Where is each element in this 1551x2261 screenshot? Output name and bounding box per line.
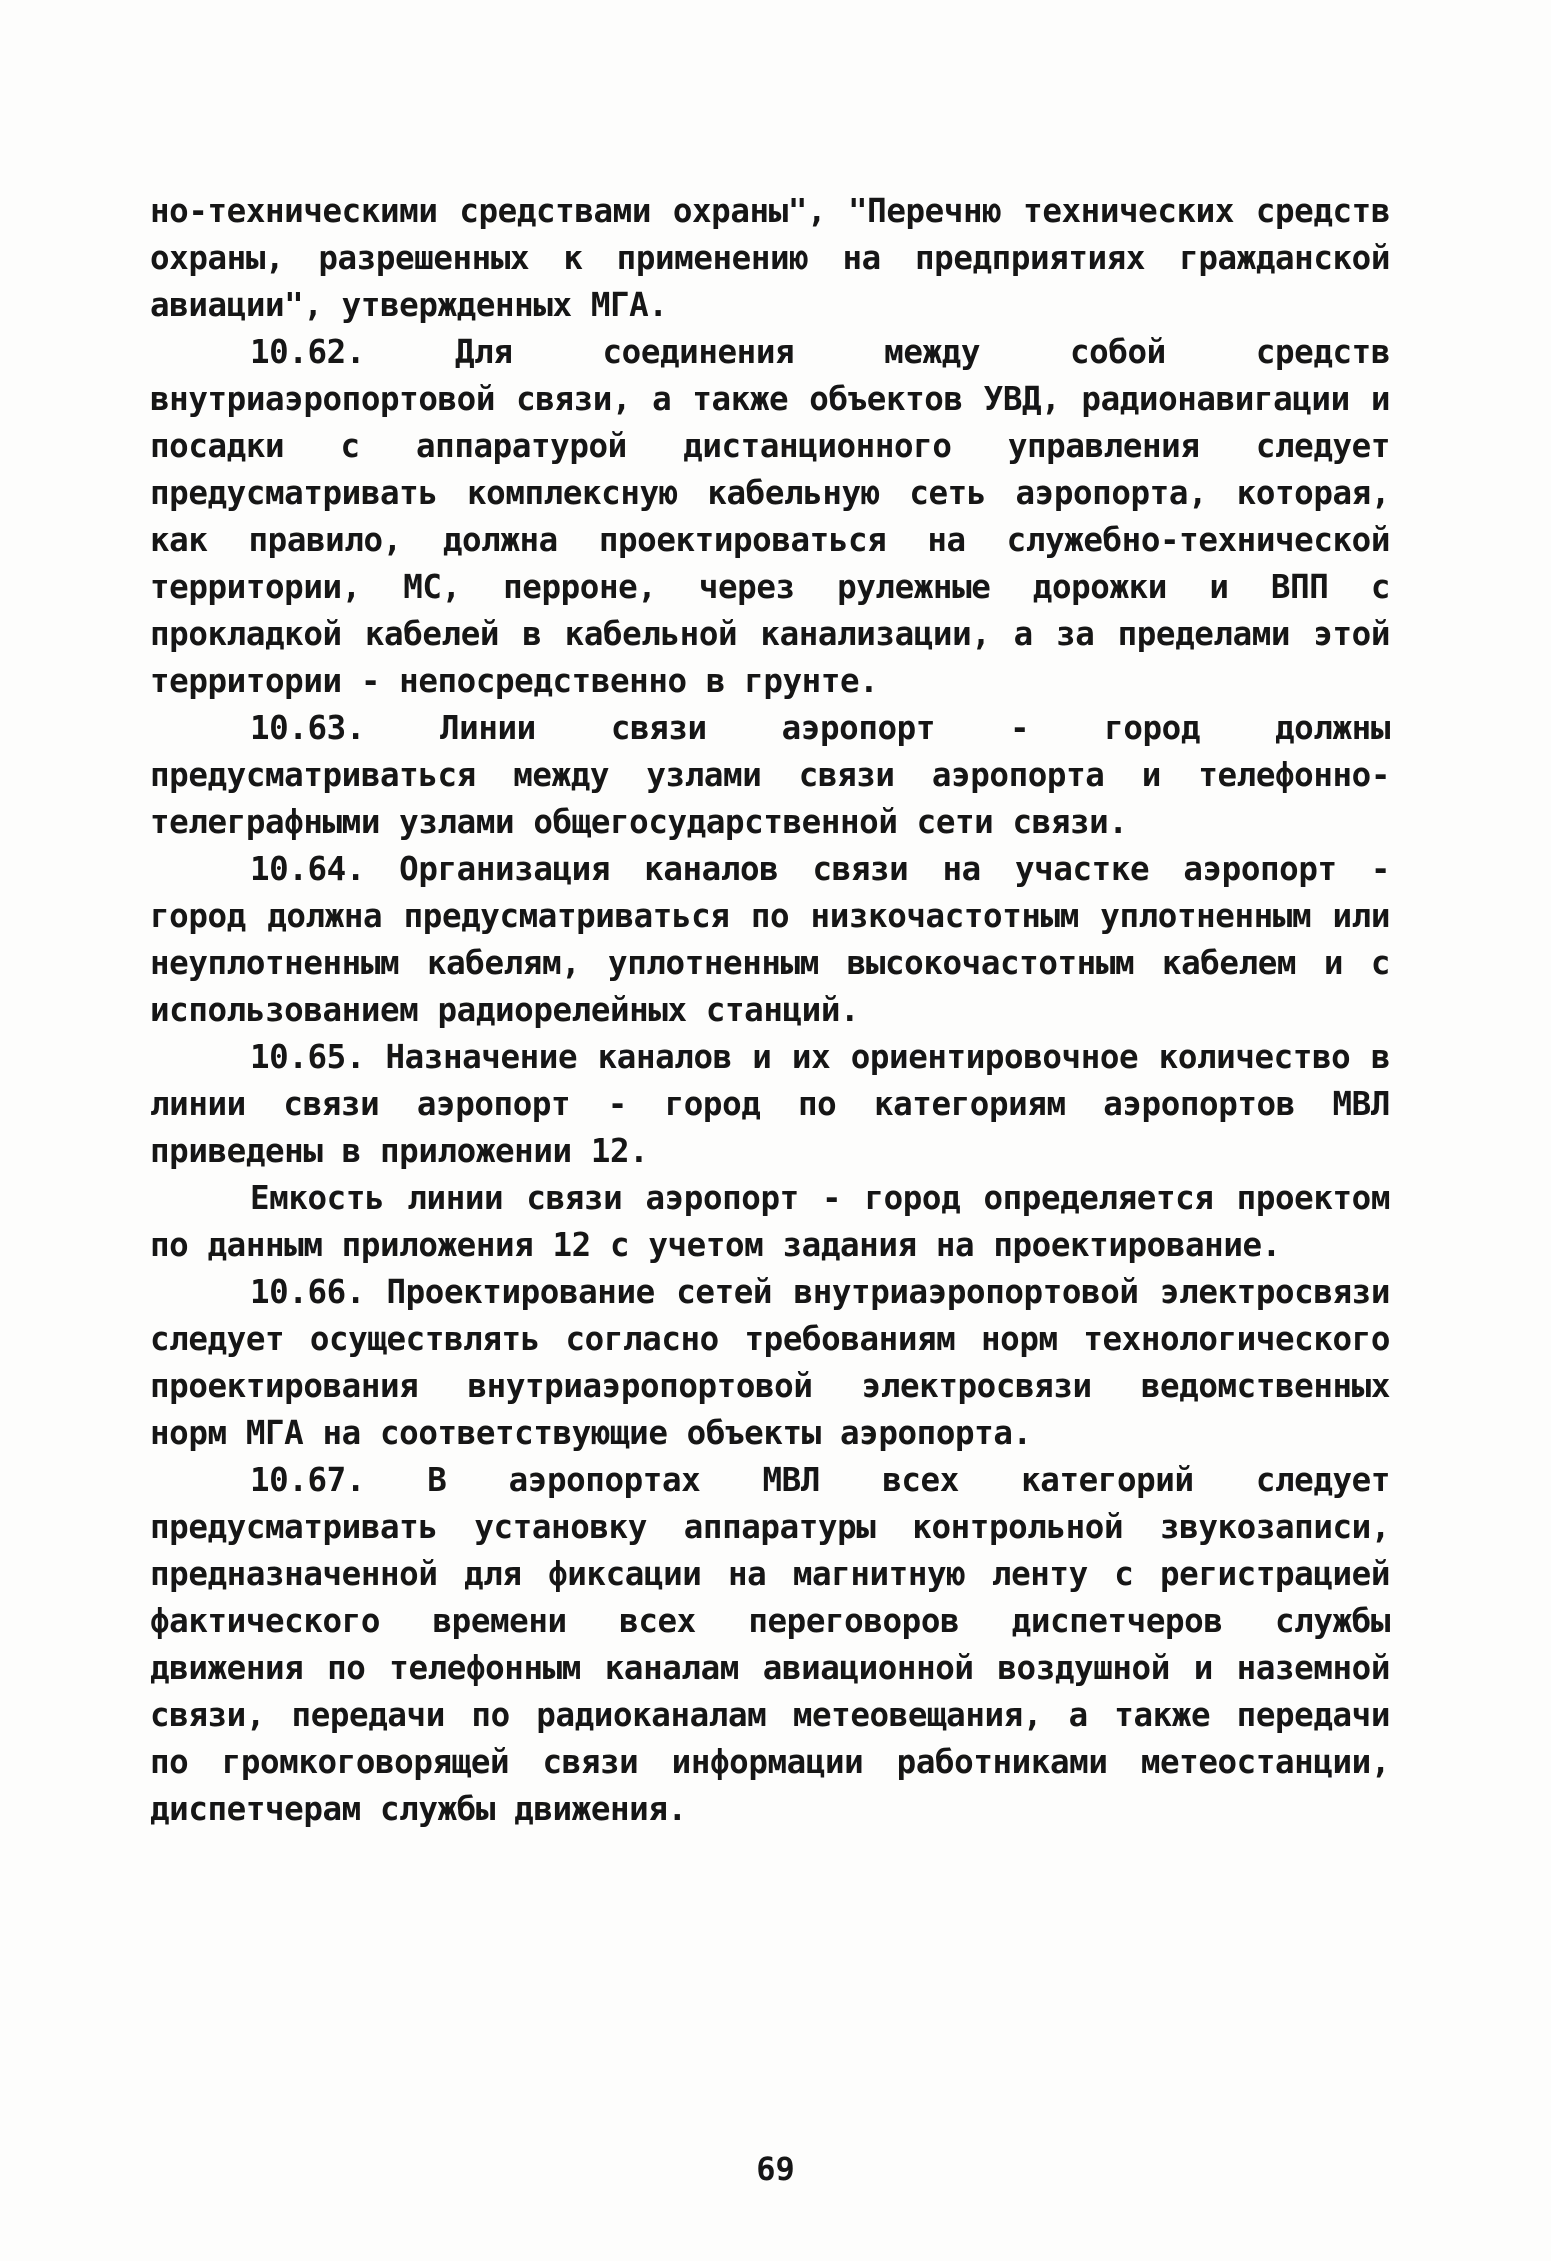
paragraph-10-62: 10.62. Для соединения между собой средств внутриаэропортовой связи, а также объектов УВД, радионавигации и посадки с аппаратурой дистанционного управления следует предусматривать комплексную кабельную сеть аэропорта, которая, как правило, должна проектироваться на служебно-технической территории, МС, перроне, через рулежные дорожки и ВПП с прокладкой кабелей в кабельной канализации, а за пределами этой территории - непосредственно в грунте. (150, 333, 1390, 700)
page-number: 69 (756, 2150, 795, 2188)
paragraph-10-65-capacity: Емкость линии связи аэропорт - город определяется проектом по данным приложения 12 с учетом задания на проектирование. (150, 1179, 1390, 1264)
paragraph-10-63: 10.63. Линии связи аэропорт - город должны предусматриваться между узлами связи аэропорта и телефонно-телеграфными узлами общегосударственной сети связи. (150, 709, 1390, 841)
paragraph-10-65: 10.65. Назначение каналов и их ориентировочное количество в линии связи аэропорт - город по категориям аэропортов МВЛ приведены в приложении 12. (150, 1038, 1390, 1170)
paragraph-10-67: 10.67. В аэропортах МВЛ всех категорий следует предусматривать установку аппаратуры контрольной звукозаписи, предназначенной для фиксации на магнитную ленту с регистрацией фактического времени всех переговоров диспетчеров службы движения по телефонным каналам авиационной воздушной и наземной связи, передачи по радиоканалам метеовещания, а также передачи по громкоговорящей связи информации работниками метеостанции, диспетчерам службы движения. (150, 1461, 1390, 1828)
paragraph-continuation: но-техническими средствами охраны", "Перечню технических средств охраны, разрешенных к применению на предприятиях гражданской авиации", утвержденных МГА. (150, 192, 1390, 324)
paragraph-10-64: 10.64. Организация каналов связи на участке аэропорт - город должна предусматриваться по низкочастотным уплотненным или неуплотненным кабелям, уплотненным высокочастотным кабелем и с использованием радиорелейных станций. (150, 850, 1390, 1029)
paragraph-10-66: 10.66. Проектирование сетей внутриаэропортовой электросвязи следует осуществлять согласно требованиям норм технологического проектирования внутриаэропортовой электросвязи ведомственных норм МГА на соответствующие объекты аэропорта. (150, 1273, 1390, 1452)
body-text (150, 188, 1390, 1833)
